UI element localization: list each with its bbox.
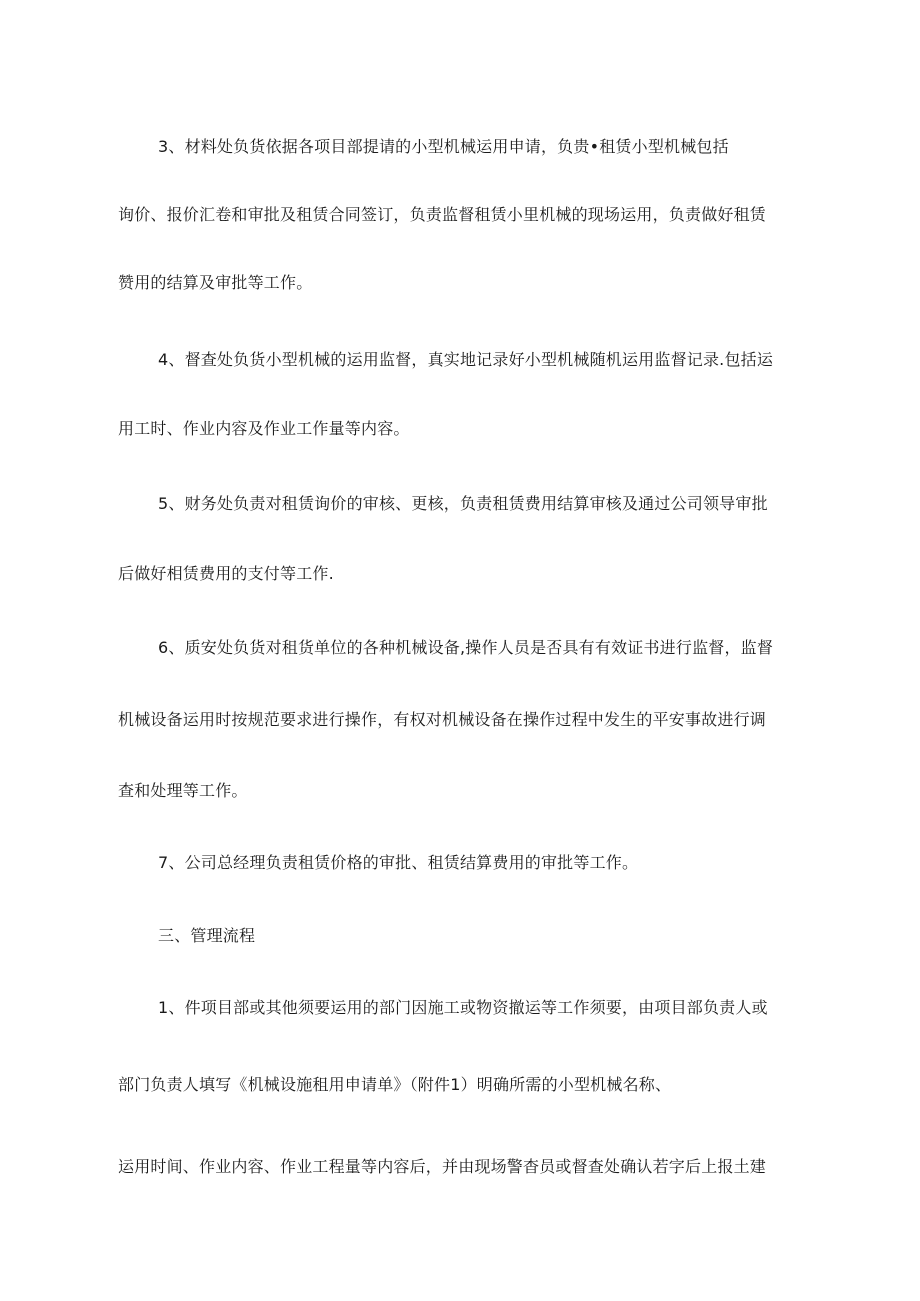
paragraph-7-line-1: 7、公司总经理负责租赁价格的审批、租赁结算费用的审批等工作。 — [158, 853, 639, 872]
step-1-line-2: 部门负责人填写《机械设施租用申请单》（附件1）明确所需的小型机械名称、 — [118, 1075, 672, 1094]
paragraph-6-line-2: 机械设备运用时按规范要求进行操作，有权对机械设备在操作过程中发生的平安事故进行调 — [118, 710, 767, 729]
paragraph-5-line-2: 后做好相赁费用的支付等工作. — [118, 564, 334, 583]
paragraph-4-line-2: 用工时、作业内容及作业工作量等内容。 — [118, 419, 410, 438]
paragraph-3-line-2: 询价、报价汇卷和审批及租赁合同签订，负责监督租赁小里机械的现场运用，负责做好租赁 — [118, 205, 767, 224]
paragraph-3-line-3: 赞用的结算及审批等工作。 — [118, 273, 313, 292]
paragraph-6-line-3: 查和处理等工作。 — [118, 781, 248, 800]
paragraph-3-line-1: 3、材料处负货依据各项目部提请的小型机械运用申请，负贵•租赁小型机械包括 — [158, 137, 729, 156]
paragraph-5-line-1: 5、财务处负责对租赁询价的审核、更核，负责租赁费用结算审核及通过公司领导审批 — [158, 494, 768, 513]
step-1-line-1: 1、件项目部或其他须要运用的部门因施工或物资撤运等工作须要，由项目部负责人或 — [158, 998, 768, 1017]
step-1-line-3: 运用时间、作业内容、作业工程量等内容后，并由现场警杳员或督查处确认若字后上报土建 — [118, 1157, 767, 1176]
section-heading: 三、管理流程 — [158, 926, 256, 945]
paragraph-6-line-1: 6、质安处负货对租货单位的各种机械设备,操作人员是否具有有效证书进行监督，监督 — [158, 638, 774, 657]
paragraph-4-line-1: 4、督查处负货小型机械的运用监督，真实地记录好小型机械随机运用监督记录.包括运 — [158, 350, 774, 369]
